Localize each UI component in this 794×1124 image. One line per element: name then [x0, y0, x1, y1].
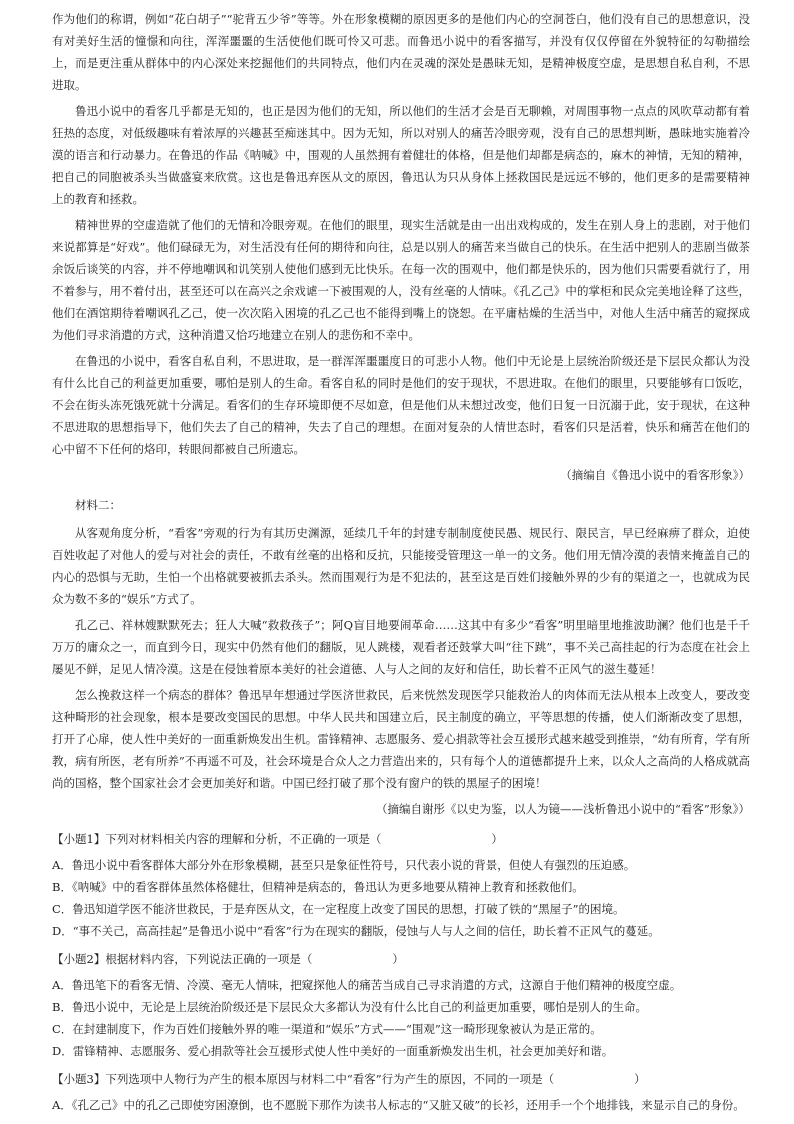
question-text: 根据材料内容，下列说法正确的一项是（	[105, 952, 313, 966]
question-label: 【小题2】	[52, 952, 106, 966]
question-label: 【小题3】	[52, 1072, 106, 1086]
option-a[interactable]: A．鲁迅小说中看客群体大部分外在形象模糊，甚至只是象征性符号，只代表小说的背景，但使人有强烈的压迫感。	[52, 858, 636, 872]
question-stem	[52, 828, 750, 850]
question-label: 【小题1】	[52, 832, 106, 846]
source-citation: （摘编自谢彤《以史为鉴，以人为镜——浅析鲁迅小说中的“看客”形象》）	[375, 802, 750, 816]
question-1	[52, 828, 750, 942]
passage-paragraph: 作为他们的称谓，例如“花白胡子”“驼背五少爷”等等。外在形象模糊的原因更多的是他们内心的空洞苍白，他们没有自己的思想意识，没有对美好生活的憧憬和向往，浑浑噩噩的生活使他们既可怜又可悲。而鲁迅小说中的看客描写，并没有仅仅停留在外貌特征的勾勒描绘上，而是更注重从群体中的内心深处来挖掘他们的共同特点，他们内在灵魂的深处是愚昧无知，是精神极度空虚，是思想自私自利，不思进取。	[52, 12, 750, 92]
passage-paragraph: 精神世界的空虚造就了他们的无情和冷眼旁观。在他们的眼里，现实生活就是由一出出戏构成的，发生在别人身上的悲剧，对于他们来说都算是“好戏”。他们碌碌无为，对生活没有任何的期待和向往，总是以别人的痛苦来当做自己的快乐。在生活中把别人的悲剧当做茶余饭后谈笑的内容，并不停地嘲讽和讥笑别人使他们感到无比快乐。在每一次的围观中，他们都是快乐的，因为他们只需要看就行了，用不着参与，用不着付出，甚至还可以在高兴之余戏谑一下被围观的人，没有丝毫的人情味。《孔乙己》中的掌柜和民众完美地诠释了这些，他们在酒馆期待着嘲讽孔乙己，使一次次陷入困境的孔乙己也不能得到嘴上的饶恕。在平庸枯燥的生活当中，对他人生活中痛苦的窥探成为他们寻求消遣的方式，这种消遣又恰巧地建立在别人的悲伤和不幸中。	[52, 218, 750, 342]
passage-paragraph: 在鲁迅的小说中，看客自私自利，不思进取，是一群浑浑噩噩度日的可悲小人物。他们中无论是上层统治阶级还是下层民众都认为没有什么比自己的利益更加重要，哪怕是别人的生命。看客自私的同时是他们的安于现状，不思进取。在他们的眼里，只要能够有口饭吃，不会在街头冻死饿死就十分满足。看客们的生存环境即便不尽如意，但是他们从未想过改变，他们日复一日沉溺于此，安于现状，在这种不思进取的思想指导下，他们失去了自己的精神，失去了自己的理想。在面对复杂的人情世态时，看客们只是活着，快乐和痛苦在他们的心中留不下任何的烙印，转眼间都被自己所遗忘。	[52, 354, 750, 456]
question-3	[52, 1068, 750, 1116]
passage-paragraph: 孔乙己、祥林嫂默默死去；狂人大喊“救救孩子”；阿Q盲目地要闹革命……这其中有多少“看客”明里暗里地推波助澜？他们也是千千万万的庸众之一，而直到今日，现实中仍然有他们的翻版，见人跳楼，观看者还鼓掌大叫“往下跳”，事不关己高挂起的行为态度在社会上屡见不鲜，足见人情冷漠。这是在侵蚀着原本美好的社会道德、人与人之间的友好和信任，助长着不正风气的滋生蔓延！	[52, 618, 750, 676]
source-citation: （摘编自《鲁迅小说中的看客形象》）	[560, 468, 750, 482]
option-d[interactable]: D．雷锋精神、志愿服务、爱心捐款等社会互援形式使人性中美好的一面重新焕发出生机，社会更加美好和谐。	[52, 1044, 614, 1058]
option-d[interactable]: D．“事不关己，高高挂起”是鲁迅小说中“看客”行为在现实的翻版，侵蚀与人与人之间的信任，助长着不正风气的蔓延。	[52, 924, 660, 938]
passage-paragraph: 怎么挽救这样一个病态的群体？鲁迅早年想通过学医济世救民，后来恍然发现医学只能救治人的肉体而无法从根本上改变人，要改变这种畸形的社会现象，根本是要改变国民的思想。中华人民共和国建立后，民主制度的确立，平等思想的传播，使人们渐渐改变了思想，打开了心扉，使人性中美好的一面重新焕发出生机。雷锋精神、志愿服务、爱心捐款等社会互援形式越来越受到推崇，“幼有所育，学有所教，病有所医，老有所养”不再遥不可及，社会环境是合众人之力营造出来的，只有每个人的道德都提升上来，以众人之高尚的人格成就高尚的国格，整个国家社会才会更加美好和谐。中国已经打破了那个没有窗户的铁的黑屋子的困境！	[52, 688, 750, 790]
material-label: 材料二：	[75, 498, 121, 512]
question-stem	[52, 1068, 750, 1090]
question-stem	[52, 948, 750, 970]
material-two	[52, 494, 750, 820]
option-b[interactable]: B．鲁迅小说中，无论是上层统治阶级还是下层民众大多都认为没有什么比自己的利益更加重要，哪怕是别人的生命。	[52, 1000, 647, 1014]
question-text: 下列对材料相关内容的理解和分析，不正确的一项是（	[105, 832, 382, 846]
option-c[interactable]: C．在封建制度下，作为百姓们接触外界的唯一渠道和“娱乐”方式——“围观”这一畸形现象被认为是正常的。	[52, 1022, 602, 1036]
question-text-end: ）	[392, 952, 404, 966]
option-a[interactable]: A．《孔乙己》中的孔乙己即使穷困潦倒，也不愿脱下那作为读书人标志的“又脏又破”的长衫，还用手一个个地排钱，来显示自己的身份。	[52, 1098, 745, 1112]
material-one	[52, 8, 750, 486]
question-2	[52, 948, 750, 1062]
option-a[interactable]: A．鲁迅笔下的看客无情、冷漠、毫无人情味，把窥探他人的痛苦当成自己寻求消遣的方式，这源自于他们精神的极度空虚。	[52, 978, 682, 992]
question-text: 下列选项中人物行为产生的根本原因与材料二中“看客”行为产生的原因，不同的一项是（	[105, 1072, 555, 1086]
passage-paragraph: 鲁迅小说中的看客几乎都是无知的，也正是因为他们的无知，所以他们的生活才会是百无聊赖，对周围事物一点点的风吹草动都有着狂热的态度，对低级趣味有着浓厚的兴趣甚至痴迷其中。因为无知，所以对别人的痛苦冷眼旁观，没有自己的思想判断，愚昧地实施着冷漠的语言和行动暴力。在鲁迅的作品《呐喊》中，围观的人虽然拥有着健壮的体格，但是他们却都是病态的，麻木的神情，无知的精神，把自己的同胞被杀头当做盛宴来欣赏。这也是鲁迅弃医从文的原因，鲁迅认为只从身体上拯救国民是远远不够的，他们更多的是需要精神上的教育和拯救。	[52, 104, 750, 206]
option-b[interactable]: B．《呐喊》中的看客群体虽然体格健壮，但精神是病态的，鲁迅认为更多地要从精神上教育和拯救他们。	[52, 880, 584, 894]
question-text-end: ）	[491, 832, 503, 846]
question-text-end: ）	[634, 1072, 646, 1086]
passage-paragraph: 从客观角度分析，“看客”旁观的行为有其历史渊源，延续几千年的封建专制制度使民愚、规民行、限民言，早已经麻痹了群众，迫使百姓收起了对他人的爱与对社会的责任，不敢有丝毫的出格和反抗，只能接受管理这一单一的文务。他们用无情冷漠的表情来掩盖自己的内心的恐惧与无助，生怕一个出格就要被抓去杀头。然而围观行为是不犯法的，甚至这是百姓们接触外界的少有的渠道之一，也就成为民众为数不多的“娱乐”方式了。	[52, 526, 750, 606]
option-c[interactable]: C．鲁迅知道学医不能济世救民，于是弃医从文，在一定程度上改变了国民的思想，打破了铁的“黑屋子”的困境。	[52, 902, 625, 916]
